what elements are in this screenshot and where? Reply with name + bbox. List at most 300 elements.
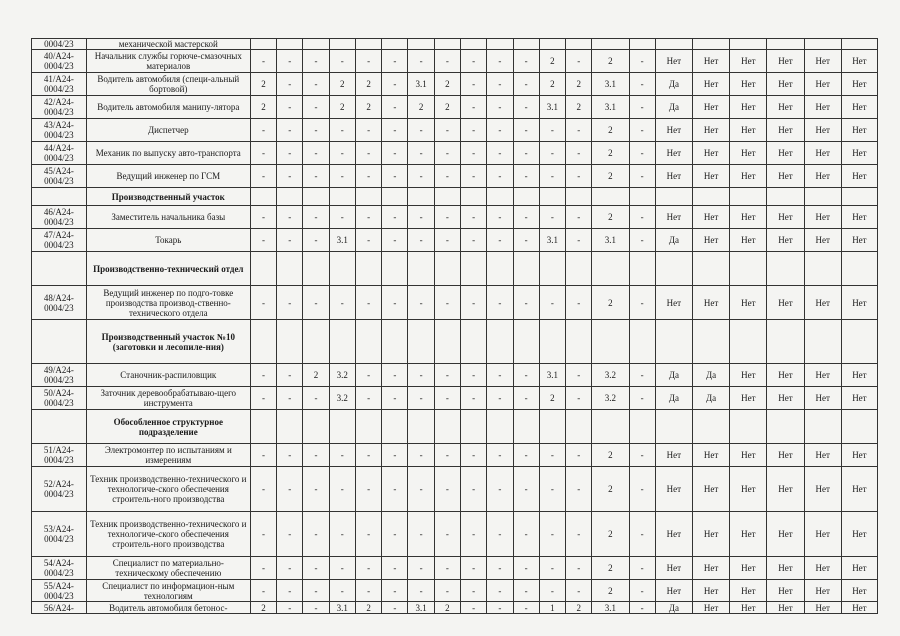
value-cell — [566, 410, 592, 444]
value-cell: - — [566, 364, 592, 387]
value-cell — [382, 252, 408, 286]
value-cell: - — [487, 467, 513, 512]
value-cell: - — [408, 580, 434, 602]
value-cell: Нет — [730, 96, 767, 119]
value-cell — [513, 252, 539, 286]
value-cell — [592, 410, 629, 444]
value-cell: Нет — [655, 444, 692, 467]
value-cell: - — [355, 286, 381, 320]
value-cell: - — [566, 580, 592, 602]
value-cell: - — [566, 206, 592, 229]
value-cell: - — [250, 512, 276, 557]
value-cell: - — [277, 467, 303, 512]
value-cell: Нет — [767, 444, 804, 467]
value-cell — [303, 39, 329, 50]
value-cell: Нет — [804, 557, 841, 580]
value-cell: Да — [693, 387, 730, 410]
value-cell: Нет — [693, 512, 730, 557]
value-cell: 3.2 — [592, 364, 629, 387]
value-cell: - — [513, 96, 539, 119]
table-row — [32, 119, 878, 142]
value-cell: - — [250, 444, 276, 467]
value-cell: - — [487, 119, 513, 142]
value-cell: Нет — [655, 165, 692, 188]
row-code: 48/А24-0004/23 — [32, 286, 87, 320]
value-cell: - — [513, 119, 539, 142]
value-cell: - — [303, 73, 329, 96]
value-cell: Нет — [841, 286, 877, 320]
value-cell: Нет — [841, 142, 877, 165]
value-cell: - — [408, 165, 434, 188]
row-code: 43/А24-0004/23 — [32, 119, 87, 142]
position-name: Водитель автомобиля бетонос- — [86, 602, 250, 614]
value-cell — [355, 39, 381, 50]
value-cell: - — [487, 50, 513, 73]
value-cell: - — [566, 165, 592, 188]
value-cell — [655, 320, 692, 364]
value-cell: 3.1 — [408, 602, 434, 614]
value-cell — [767, 320, 804, 364]
value-cell: - — [487, 165, 513, 188]
value-cell: - — [277, 387, 303, 410]
value-cell: - — [461, 165, 487, 188]
value-cell — [592, 188, 629, 206]
value-cell: - — [382, 119, 408, 142]
value-cell: Нет — [804, 364, 841, 387]
table-row — [32, 142, 878, 165]
value-cell — [767, 410, 804, 444]
value-cell: Нет — [804, 165, 841, 188]
value-cell: Нет — [767, 557, 804, 580]
value-cell: 2 — [355, 602, 381, 614]
value-cell: Нет — [767, 206, 804, 229]
value-cell: - — [408, 50, 434, 73]
value-cell: Нет — [730, 387, 767, 410]
value-cell: Нет — [767, 580, 804, 602]
value-cell: 3.1 — [539, 229, 565, 252]
position-name: Специалист по информацион-ным технологиям — [86, 580, 250, 602]
value-cell: - — [539, 165, 565, 188]
value-cell — [767, 252, 804, 286]
value-cell — [434, 188, 460, 206]
section-header-row — [32, 320, 878, 364]
value-cell: - — [277, 229, 303, 252]
value-cell — [434, 410, 460, 444]
value-cell: - — [382, 364, 408, 387]
value-cell: Нет — [730, 580, 767, 602]
value-cell — [592, 252, 629, 286]
value-cell: 2 — [592, 206, 629, 229]
value-cell — [566, 188, 592, 206]
value-cell: - — [277, 512, 303, 557]
value-cell: Нет — [693, 50, 730, 73]
value-cell — [303, 252, 329, 286]
value-cell: Нет — [767, 50, 804, 73]
value-cell: Нет — [730, 229, 767, 252]
value-cell: 3.2 — [592, 387, 629, 410]
value-cell: - — [566, 119, 592, 142]
value-cell: Нет — [841, 444, 877, 467]
value-cell: - — [408, 444, 434, 467]
value-cell: Да — [655, 364, 692, 387]
row-code — [32, 320, 87, 364]
value-cell — [804, 410, 841, 444]
value-cell: - — [382, 557, 408, 580]
value-cell: - — [629, 165, 655, 188]
value-cell: - — [434, 557, 460, 580]
value-cell: Нет — [730, 73, 767, 96]
value-cell — [693, 252, 730, 286]
value-cell: 2 — [592, 119, 629, 142]
value-cell: - — [629, 364, 655, 387]
table-row — [32, 602, 878, 614]
value-cell: 2 — [303, 364, 329, 387]
value-cell: 2 — [592, 512, 629, 557]
value-cell: - — [513, 557, 539, 580]
value-cell: - — [434, 512, 460, 557]
value-cell: - — [461, 557, 487, 580]
value-cell: Да — [693, 364, 730, 387]
value-cell — [303, 188, 329, 206]
value-cell: - — [539, 119, 565, 142]
value-cell — [277, 188, 303, 206]
value-cell: 3.1 — [408, 73, 434, 96]
value-cell: Нет — [841, 602, 877, 614]
value-cell — [655, 39, 692, 50]
value-cell: - — [629, 50, 655, 73]
value-cell: Нет — [841, 512, 877, 557]
value-cell: Нет — [841, 96, 877, 119]
value-cell: Нет — [655, 286, 692, 320]
value-cell — [303, 410, 329, 444]
row-code: 52/А24-0004/23 — [32, 467, 87, 512]
value-cell: Нет — [693, 286, 730, 320]
value-cell: - — [539, 142, 565, 165]
value-cell: - — [382, 206, 408, 229]
value-cell: - — [566, 229, 592, 252]
row-code — [32, 252, 87, 286]
value-cell — [841, 320, 877, 364]
position-name: Заместитель начальника базы — [86, 206, 250, 229]
value-cell — [250, 320, 276, 364]
value-cell: - — [277, 557, 303, 580]
value-cell: - — [303, 286, 329, 320]
position-name: Электромонтер по испытаниям и измерениям — [86, 444, 250, 467]
table-row — [32, 73, 878, 96]
value-cell — [539, 320, 565, 364]
value-cell: Нет — [841, 73, 877, 96]
value-cell: - — [250, 50, 276, 73]
value-cell — [329, 39, 355, 50]
row-code: 53/А24-0004/23 — [32, 512, 87, 557]
value-cell — [250, 39, 276, 50]
value-cell: 2 — [566, 73, 592, 96]
section-title: Производственный участок — [86, 188, 250, 206]
position-name: Ведущий инженер по подго-товке производства производ-ственно-технического отдела — [86, 286, 250, 320]
value-cell: - — [250, 165, 276, 188]
value-cell: Нет — [804, 142, 841, 165]
row-code — [32, 188, 87, 206]
value-cell: Да — [655, 73, 692, 96]
value-cell: - — [355, 165, 381, 188]
value-cell: - — [303, 119, 329, 142]
value-cell: Нет — [804, 512, 841, 557]
value-cell: - — [513, 229, 539, 252]
value-cell — [592, 39, 629, 50]
value-cell: - — [513, 444, 539, 467]
value-cell: - — [461, 512, 487, 557]
value-cell: 2 — [250, 602, 276, 614]
position-name: механической мастерской — [86, 39, 250, 50]
section-title: Производственный участок №10 (заготовки и лесопиле-ния) — [86, 320, 250, 364]
value-cell — [841, 252, 877, 286]
value-cell: Нет — [804, 467, 841, 512]
value-cell: Нет — [730, 557, 767, 580]
value-cell: 2 — [329, 73, 355, 96]
value-cell: - — [434, 206, 460, 229]
value-cell: - — [566, 387, 592, 410]
value-cell — [408, 410, 434, 444]
value-cell: - — [329, 142, 355, 165]
value-cell: 3.2 — [329, 364, 355, 387]
row-code: 54/А24-0004/23 — [32, 557, 87, 580]
value-cell — [250, 410, 276, 444]
value-cell — [655, 252, 692, 286]
value-cell: Нет — [767, 73, 804, 96]
value-cell — [461, 252, 487, 286]
table-row — [32, 467, 878, 512]
value-cell: - — [461, 73, 487, 96]
value-cell: - — [629, 602, 655, 614]
value-cell: Нет — [693, 467, 730, 512]
position-name: Токарь — [86, 229, 250, 252]
value-cell: - — [461, 364, 487, 387]
value-cell: - — [303, 142, 329, 165]
value-cell: Нет — [730, 602, 767, 614]
value-cell — [250, 252, 276, 286]
value-cell — [408, 320, 434, 364]
value-cell: - — [250, 580, 276, 602]
value-cell: - — [303, 602, 329, 614]
value-cell: Нет — [730, 364, 767, 387]
position-name: Техник производственно-технического и технологиче-ского обеспечения строитель-ного производства — [86, 512, 250, 557]
table-row — [32, 96, 878, 119]
value-cell: - — [355, 512, 381, 557]
value-cell: - — [566, 286, 592, 320]
value-cell: - — [408, 119, 434, 142]
row-code: 49/А24-0004/23 — [32, 364, 87, 387]
value-cell: 2 — [408, 96, 434, 119]
value-cell: 2 — [355, 73, 381, 96]
position-name: Диспетчер — [86, 119, 250, 142]
value-cell: - — [513, 206, 539, 229]
value-cell: - — [487, 602, 513, 614]
value-cell: Нет — [767, 142, 804, 165]
value-cell: Нет — [841, 229, 877, 252]
value-cell: - — [355, 229, 381, 252]
value-cell — [434, 252, 460, 286]
value-cell: Нет — [693, 142, 730, 165]
value-cell: Нет — [767, 364, 804, 387]
value-cell: - — [355, 50, 381, 73]
value-cell: - — [461, 229, 487, 252]
value-cell — [539, 252, 565, 286]
value-cell: 2 — [539, 50, 565, 73]
value-cell: - — [434, 580, 460, 602]
table-row — [32, 229, 878, 252]
value-cell: 2 — [355, 96, 381, 119]
value-cell: - — [277, 73, 303, 96]
table-row — [32, 364, 878, 387]
value-cell: 1 — [539, 602, 565, 614]
value-cell — [730, 39, 767, 50]
value-cell: - — [566, 50, 592, 73]
value-cell: - — [629, 142, 655, 165]
value-cell: - — [434, 467, 460, 512]
value-cell: - — [382, 512, 408, 557]
value-cell — [329, 410, 355, 444]
value-cell: Нет — [841, 206, 877, 229]
value-cell: - — [629, 387, 655, 410]
section-header-row — [32, 410, 878, 444]
value-cell — [655, 410, 692, 444]
row-code: 0004/23 — [32, 39, 87, 50]
value-cell: Нет — [655, 580, 692, 602]
value-cell — [566, 320, 592, 364]
value-cell: - — [303, 512, 329, 557]
value-cell — [461, 320, 487, 364]
value-cell: Нет — [767, 512, 804, 557]
value-cell: Нет — [693, 119, 730, 142]
value-cell: - — [487, 444, 513, 467]
value-cell: - — [382, 286, 408, 320]
value-cell: - — [629, 512, 655, 557]
section-title: Производственно-технический отдел — [86, 252, 250, 286]
section-title: Обособленное структурное подразделение — [86, 410, 250, 444]
value-cell: - — [487, 206, 513, 229]
value-cell: - — [461, 142, 487, 165]
value-cell: - — [277, 142, 303, 165]
value-cell: - — [461, 467, 487, 512]
value-cell: Нет — [655, 142, 692, 165]
row-code: 50/А24-0004/23 — [32, 387, 87, 410]
value-cell: - — [513, 387, 539, 410]
value-cell: - — [250, 557, 276, 580]
value-cell: - — [434, 387, 460, 410]
value-cell — [329, 320, 355, 364]
value-cell: - — [434, 50, 460, 73]
value-cell: - — [461, 387, 487, 410]
value-cell: - — [303, 387, 329, 410]
value-cell: - — [250, 229, 276, 252]
value-cell: Нет — [804, 119, 841, 142]
value-cell: - — [487, 73, 513, 96]
value-cell — [804, 252, 841, 286]
value-cell: - — [277, 602, 303, 614]
value-cell: - — [382, 50, 408, 73]
value-cell: - — [566, 444, 592, 467]
value-cell: - — [382, 142, 408, 165]
table-row — [32, 206, 878, 229]
table-row — [32, 387, 878, 410]
section-header-row — [32, 252, 878, 286]
working-conditions-table — [31, 38, 878, 614]
position-name: Механик по выпуску авто-транспорта — [86, 142, 250, 165]
value-cell — [539, 39, 565, 50]
value-cell: - — [329, 165, 355, 188]
value-cell — [355, 188, 381, 206]
value-cell: - — [408, 286, 434, 320]
value-cell: - — [277, 165, 303, 188]
value-cell: Нет — [693, 602, 730, 614]
value-cell: - — [461, 580, 487, 602]
value-cell: - — [250, 387, 276, 410]
position-name: Станочник-распиловщик — [86, 364, 250, 387]
value-cell: Нет — [767, 229, 804, 252]
value-cell: Нет — [730, 50, 767, 73]
value-cell: - — [629, 229, 655, 252]
value-cell: - — [629, 467, 655, 512]
table-row — [32, 50, 878, 73]
value-cell: - — [566, 557, 592, 580]
value-cell — [804, 188, 841, 206]
value-cell: - — [487, 580, 513, 602]
value-cell: Нет — [841, 467, 877, 512]
value-cell — [434, 320, 460, 364]
value-cell: - — [461, 50, 487, 73]
value-cell — [566, 252, 592, 286]
value-cell: Нет — [693, 229, 730, 252]
value-cell — [329, 188, 355, 206]
value-cell: - — [629, 580, 655, 602]
value-cell: Нет — [730, 165, 767, 188]
value-cell: Нет — [730, 206, 767, 229]
value-cell: - — [303, 444, 329, 467]
value-cell: - — [629, 444, 655, 467]
value-cell: Нет — [655, 206, 692, 229]
value-cell: 3.1 — [329, 229, 355, 252]
value-cell: Да — [655, 229, 692, 252]
value-cell: 2 — [592, 142, 629, 165]
value-cell — [487, 320, 513, 364]
row-code — [32, 410, 87, 444]
value-cell: - — [487, 364, 513, 387]
value-cell: 3.1 — [592, 229, 629, 252]
value-cell: Нет — [693, 165, 730, 188]
value-cell — [841, 410, 877, 444]
value-cell: Нет — [767, 165, 804, 188]
value-cell: Нет — [767, 467, 804, 512]
value-cell: - — [250, 119, 276, 142]
value-cell: 2 — [592, 580, 629, 602]
value-cell: - — [408, 206, 434, 229]
value-cell: - — [408, 142, 434, 165]
value-cell: - — [329, 119, 355, 142]
value-cell — [730, 252, 767, 286]
value-cell: Нет — [730, 467, 767, 512]
value-cell: - — [355, 119, 381, 142]
value-cell: 3.1 — [592, 73, 629, 96]
value-cell: Нет — [804, 229, 841, 252]
value-cell — [841, 39, 877, 50]
value-cell: - — [303, 96, 329, 119]
value-cell: Нет — [767, 602, 804, 614]
position-name: Водитель автомобиля (специ-альный бортовой) — [86, 73, 250, 96]
value-cell — [355, 320, 381, 364]
value-cell: 2 — [539, 73, 565, 96]
value-cell: - — [277, 50, 303, 73]
value-cell — [730, 320, 767, 364]
